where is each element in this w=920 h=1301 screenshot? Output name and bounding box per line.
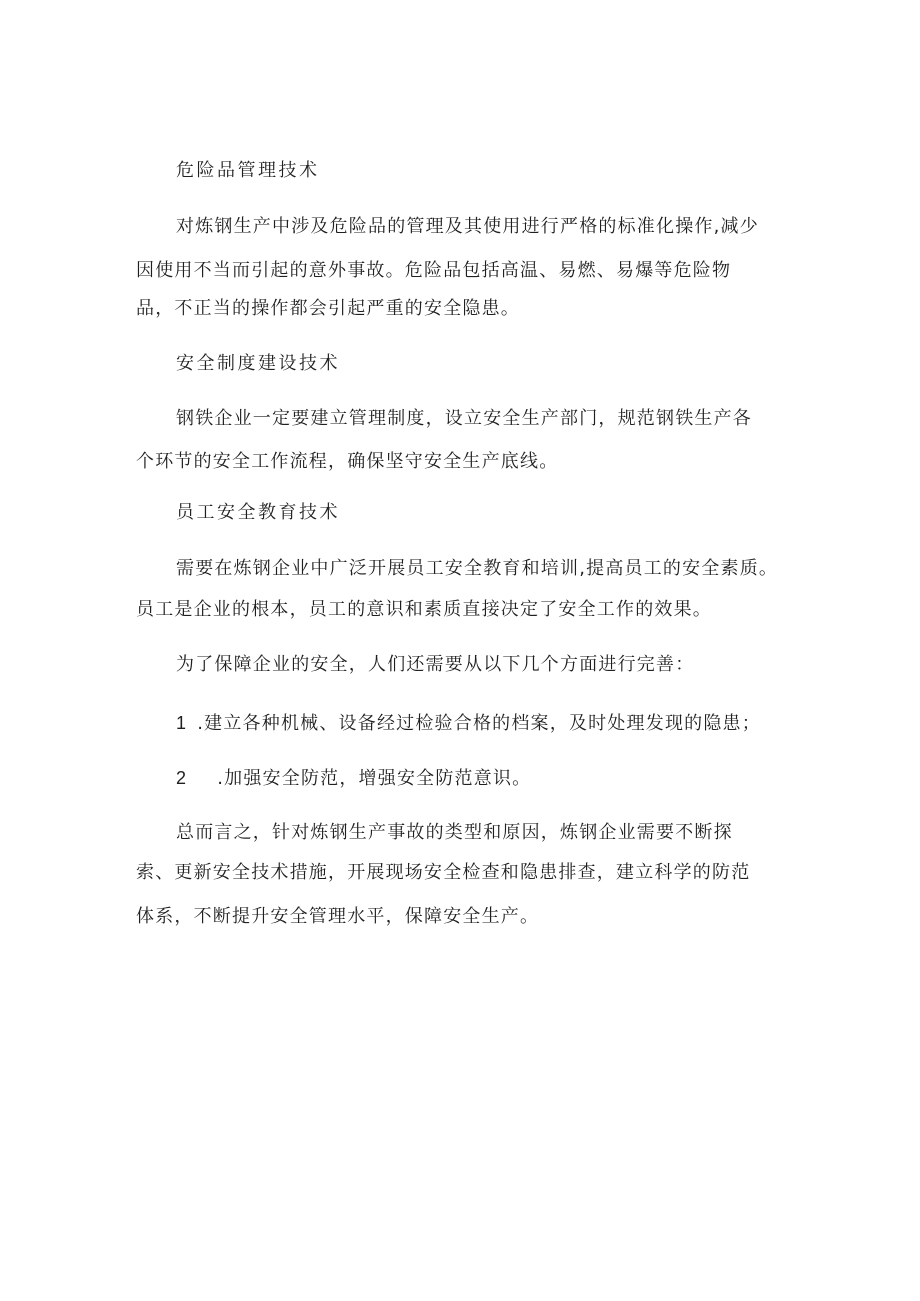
list-item — [176, 711, 761, 736]
paragraph-line: 索、更新安全技术措施，开展现场安全检查和隐患排查，建立科学的防范 — [136, 862, 751, 883]
paragraph-line: 个环节的安全工作流程，确保坚守安全生产底线。 — [136, 451, 559, 472]
paragraph-line: 总而言之，针对炼钢生产事故的类型和原因，炼钢企业需要不断探 — [176, 822, 733, 843]
paragraph-line: 体系，不断提升安全管理水平，保障安全生产。 — [136, 906, 540, 927]
section-heading-safety-system: 安全制度建设技术 — [176, 353, 340, 374]
paragraph-line: 品，不正当的操作都会引起严重的安全隐患。 — [136, 298, 520, 319]
paragraph-line: 因使用不当而引起的意外事故。危险品包括高温、易燃、易爆等危险物 — [136, 260, 732, 281]
list-item-text: .加强安全防范，增强安全防范意识。 — [217, 768, 532, 789]
list-item — [176, 766, 531, 791]
list-item-number: 1 — [176, 713, 188, 733]
paragraph-line: 对炼钢生产中涉及危险品的管理及其使用进行严格的标准化操作,减少 — [176, 216, 759, 237]
paragraph-line: 员工是企业的根本，员工的意识和素质直接决定了安全工作的效果。 — [136, 599, 712, 620]
list-item-number: 2 — [176, 768, 188, 788]
intro-paragraph: 为了保障企业的安全，人们还需要从以下几个方面进行完善： — [176, 654, 695, 675]
section-heading-staff-education: 员工安全教育技术 — [176, 502, 340, 523]
paragraph-line: 钢铁企业一定要建立管理制度，设立安全生产部门，规范钢铁生产各 — [176, 408, 752, 429]
list-item-text: .建立各种机械、设备经过检验合格的档案，及时处理发现的隐患； — [197, 713, 761, 734]
section-heading-hazardous-materials: 危险品管理技术 — [176, 160, 320, 181]
paragraph-line: 需要在炼钢企业中广泛开展员工安全教育和培训,提高员工的安全素质。 — [176, 558, 779, 579]
